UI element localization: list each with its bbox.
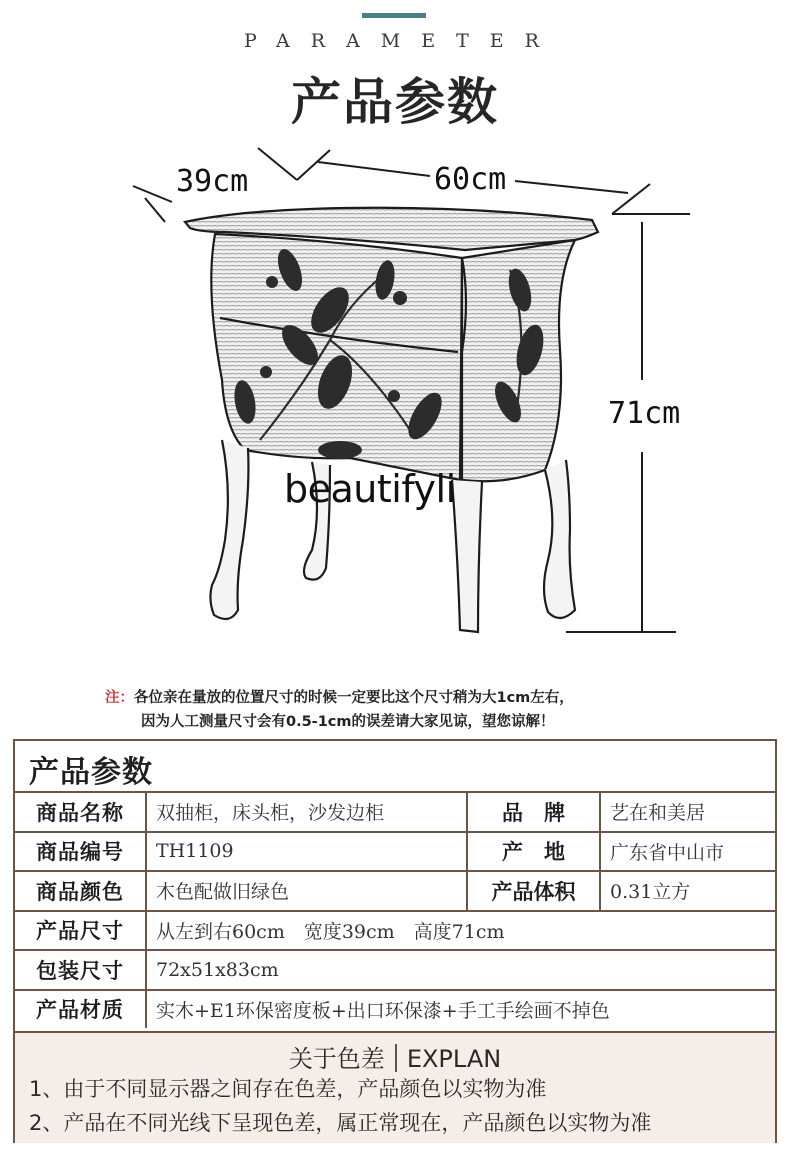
spec-label: 产品材质 [15,991,147,1029]
note-prefix: 注： [105,690,134,706]
notice-line: 1、由于不同显示器之间存在色差，产品颜色以实物为准 [29,1077,547,1101]
spec-label: 产 地 [468,833,601,871]
spec-value: 72x51x83cm [156,958,279,981]
brand-watermark: beautifyli [284,467,456,511]
spec-value: 广东省中山市 [610,841,725,864]
spec-label: 产品体积 [468,872,601,910]
spec-value: TH1109 [147,833,468,871]
spec-value: 实木+E1环保密度板+出口环保漆+手工手绘画不掉色 [156,999,610,1022]
spec-value: 从左到右60cm 宽度39cm 高度71cm [156,920,505,943]
heading-divider [395,1044,397,1072]
spec-label: 产品尺寸 [15,912,147,950]
spec-value: 艺在和美居 [610,802,706,825]
measurement-note [105,686,574,734]
notice-heading [15,1039,775,1074]
notice-heading-cn: 关于色差 [288,1045,385,1073]
page-title: 产品参数 [291,72,499,131]
spec-value: 0.31立方 [610,881,691,904]
spec-row-package-size [15,949,775,989]
spec-row-product-size [15,910,775,950]
section-eyebrow: PARAMETER [244,30,560,52]
spec-row-material [15,989,775,1029]
spec-table-panel [13,739,777,1143]
spec-value: 双抽柜，床头柜，沙发边柜 [147,793,468,831]
height-dimension: 71cm [608,396,681,431]
spec-label: 品 牌 [468,793,601,831]
spec-label: 商品名称 [15,793,147,831]
spec-label: 商品颜色 [15,872,147,910]
spec-row-product-code [15,831,775,871]
spec-row-product-name [15,791,775,831]
notice-heading-en: EXPLAN [406,1045,502,1073]
spec-table [15,791,775,1028]
notice-line: 2、产品在不同光线下呈现色差，属正常现在，产品颜色以实物为准 [29,1111,652,1135]
depth-dimension: 39cm [176,164,249,199]
note-line-2: 因为人工测量尺寸会有0.5-1cm的误差请大家见谅，望您谅解！ [141,714,555,730]
top-accent-bar [362,13,426,18]
spec-row-product-color [15,870,775,910]
spec-label: 商品编号 [15,833,147,871]
spec-value: 木色配做旧绿色 [147,872,468,910]
spec-table-title: 产品参数 [29,755,153,790]
spec-label: 包装尺寸 [15,951,147,989]
width-dimension: 60cm [434,162,507,197]
color-difference-notice [15,1031,775,1143]
note-line-1: 各位亲在量放的位置尺寸的时候一定要比这个尺寸稍为大1cm左右， [134,690,574,706]
